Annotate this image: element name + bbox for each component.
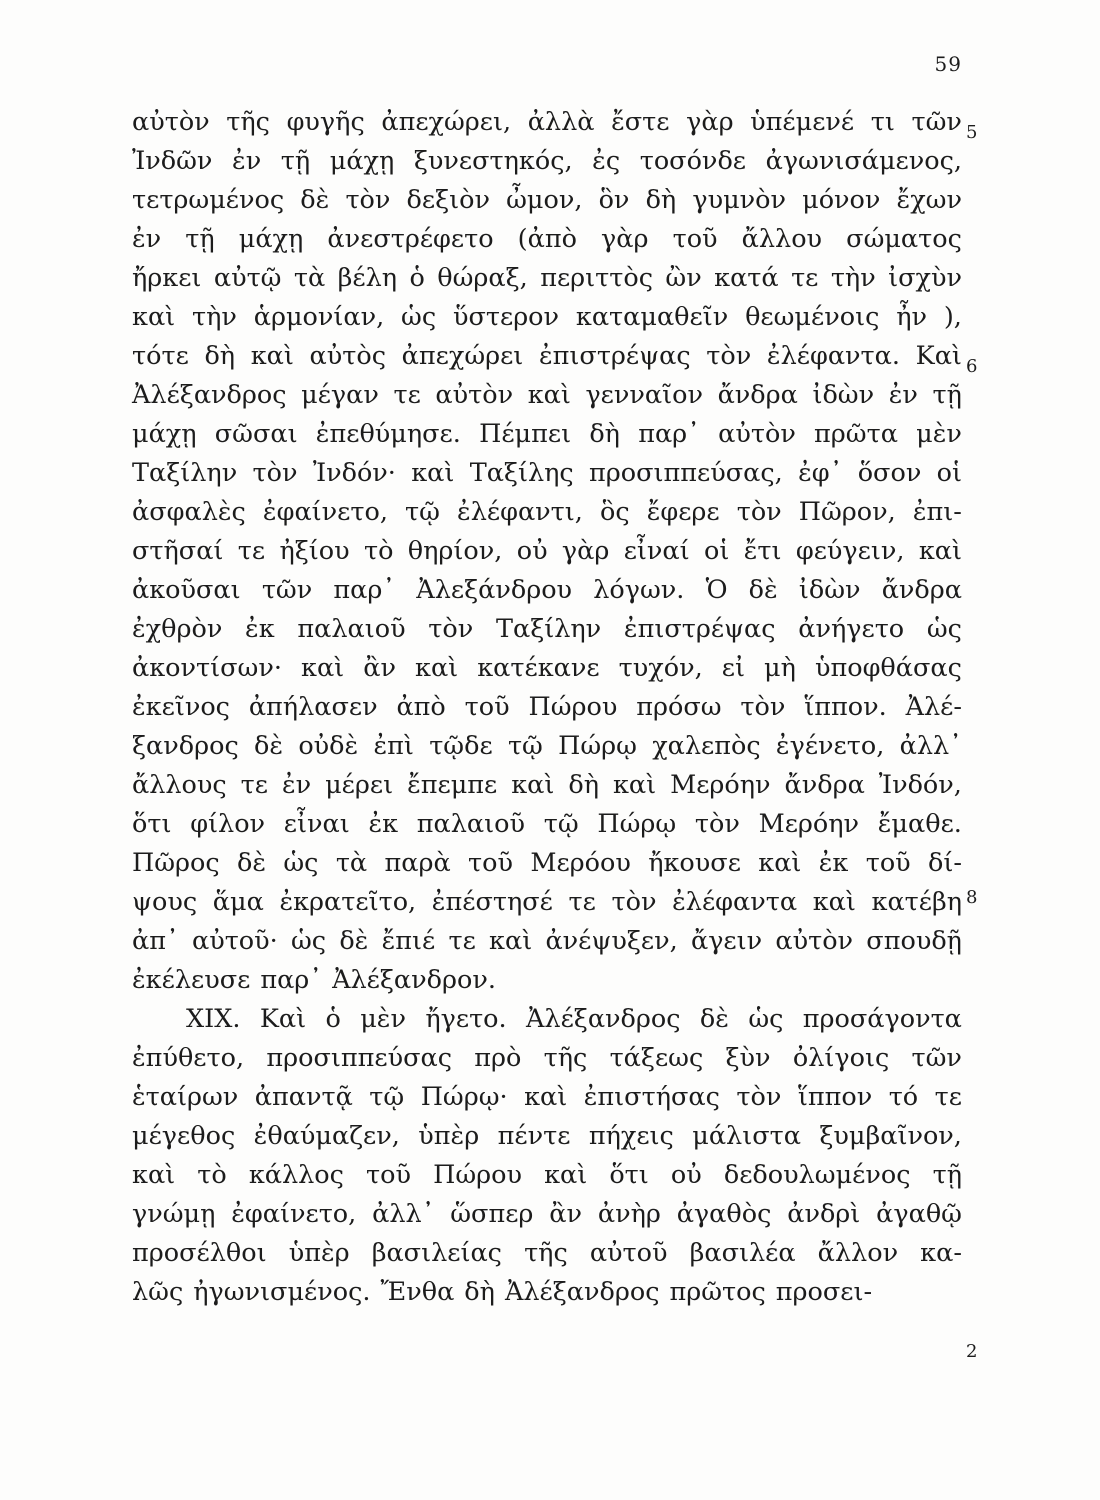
text-line: ἐν τῇ μάχῃ ἀνεστρέφετο (ἀπὸ γὰρ τοῦ ἄλλου σώματος bbox=[132, 224, 962, 254]
text-line: προσέλθοι ὑπὲρ βασιλείας τῆς αὐτοῦ βασιλέα ἄλλον κα- bbox=[132, 1238, 962, 1268]
text-line: καὶ τὴν ἁρμονίαν, ὡς ὕστερον καταμαθεῖν θεωμένοις ἦν ), bbox=[132, 302, 962, 332]
page-number: 59 bbox=[934, 52, 962, 76]
text-line: ξανδρος δὲ οὐδὲ ἐπὶ τῷδε τῷ Πώρῳ χαλεπὸς ἐγένετο, ἀλλ᾽ bbox=[132, 731, 962, 761]
text-line: ἐπύθετο, προσιππεύσας πρὸ τῆς τάξεως ξὺν ὀλίγοις τῶν bbox=[132, 1043, 962, 1073]
text-line: ἐκέλευσε παρ᾽ Ἀλέξανδρον. bbox=[132, 965, 496, 995]
text-line: ἐκεῖνος ἀπήλασεν ἀπὸ τοῦ Πώρου πρόσω τὸν ἵππον. Ἀλέ- bbox=[132, 692, 962, 722]
text-line: στῆσαί τε ἠξίου τὸ θηρίον, οὐ γὰρ εἶναί οἱ ἔτι φεύγειν, καὶ bbox=[132, 536, 962, 566]
text-line: λῶς ἠγωνισμένος. Ἔνθα δὴ Ἀλέξανδρος πρῶτος προσει- bbox=[132, 1277, 873, 1307]
text-line: Πῶρος δὲ ὡς τὰ παρὰ τοῦ Μερόου ἤκουσε καὶ ἐκ τοῦ δί- bbox=[132, 848, 962, 878]
text-line: ἀκοῦσαι τῶν παρ᾽ Ἀλεξάνδρου λόγων. Ὁ δὲ ἰδὼν ἄνδρα bbox=[132, 575, 962, 605]
text-line: τότε δὴ καὶ αὐτὸς ἀπεχώρει ἐπιστρέψας τὸν ἐλέφαντα. Καὶ bbox=[132, 341, 962, 371]
text-line: ὅτι φίλον εἶναι ἐκ παλαιοῦ τῷ Πώρῳ τὸν Μερόην ἔμαθε. bbox=[132, 809, 962, 839]
text-line: Ταξίλην τὸν Ἰνδόν· καὶ Ταξίλης προσιππεύσας, ἐφ᾽ ὅσον οἱ bbox=[132, 458, 962, 488]
text-line: Ἰνδῶν ἐν τῇ μάχῃ ξυνεστηκός, ἐς τοσόνδε ἀγωνισάμενος, bbox=[132, 146, 962, 176]
text-line: ἀκοντίσων· καὶ ἂν καὶ κατέκανε τυχόν, εἰ μὴ ὑποφθάσας bbox=[132, 653, 962, 683]
margin-section-number: 8 bbox=[966, 887, 978, 908]
text-line: XIX. Καὶ ὁ μὲν ἤγετο. Ἀλέξανδρος δὲ ὡς προσάγοντα bbox=[186, 1004, 962, 1034]
text-line: καὶ τὸ κάλλος τοῦ Πώρου καὶ ὅτι οὐ δεδουλωμένος τῇ bbox=[132, 1160, 962, 1190]
greek-text-block bbox=[132, 103, 962, 1312]
text-line: Ἀλέξανδρος μέγαν τε αὐτὸν καὶ γενναῖον ἄνδρα ἰδὼν ἐν τῇ bbox=[132, 380, 962, 410]
text-line: μέγεθος ἐθαύμαζεν, ὑπὲρ πέντε πήχεις μάλιστα ξυμβαῖνον, bbox=[132, 1121, 962, 1151]
text-line: ἄλλους τε ἐν μέρει ἔπεμπε καὶ δὴ καὶ Μερόην ἄνδρα Ἰνδόν, bbox=[132, 770, 962, 800]
text-line: ψους ἅμα ἐκρατεῖτο, ἐπέστησέ τε τὸν ἐλέφαντα καὶ κατέβη bbox=[132, 887, 962, 917]
text-line: ἀπ᾽ αὐτοῦ· ὡς δὲ ἔπιέ τε καὶ ἀνέψυξεν, ἄγειν αὐτὸν σπουδῇ bbox=[132, 926, 962, 956]
margin-section-number: 2 bbox=[966, 1341, 978, 1362]
text-line: μάχῃ σῶσαι ἐπεθύμησε. Πέμπει δὴ παρ᾽ αὐτὸν πρῶτα μὲν bbox=[132, 419, 962, 449]
text-line: αὐτὸν τῆς φυγῆς ἀπεχώρει, ἀλλὰ ἔστε γὰρ ὑπέμενέ τι τῶν bbox=[132, 107, 962, 137]
text-line: ἐχθρὸν ἐκ παλαιοῦ τὸν Ταξίλην ἐπιστρέψας ἀνήγετο ὡς bbox=[132, 614, 962, 644]
text-line: ἀσφαλὲς ἐφαίνετο, τῷ ἐλέφαντι, ὃς ἔφερε τὸν Πῶρον, ἐπι- bbox=[132, 497, 962, 527]
margin-section-number: 6 bbox=[966, 356, 978, 377]
text-line: γνώμῃ ἐφαίνετο, ἀλλ᾽ ὥσπερ ἂν ἀνὴρ ἀγαθὸς ἀνδρὶ ἀγαθῷ bbox=[132, 1199, 962, 1229]
text-line: ἑταίρων ἀπαντᾷ τῷ Πώρῳ· καὶ ἐπιστήσας τὸν ἵππον τό τε bbox=[132, 1082, 962, 1112]
margin-section-number: 5 bbox=[966, 122, 978, 143]
text-line: τετρωμένος δὲ τὸν δεξιὸν ὦμον, ὃν δὴ γυμνὸν μόνον ἔχων bbox=[132, 185, 962, 215]
text-line: ἤρκει αὐτῷ τὰ βέλη ὁ θώραξ, περιττὸς ὢν κατά τε τὴν ἰσχὺν bbox=[132, 263, 962, 293]
